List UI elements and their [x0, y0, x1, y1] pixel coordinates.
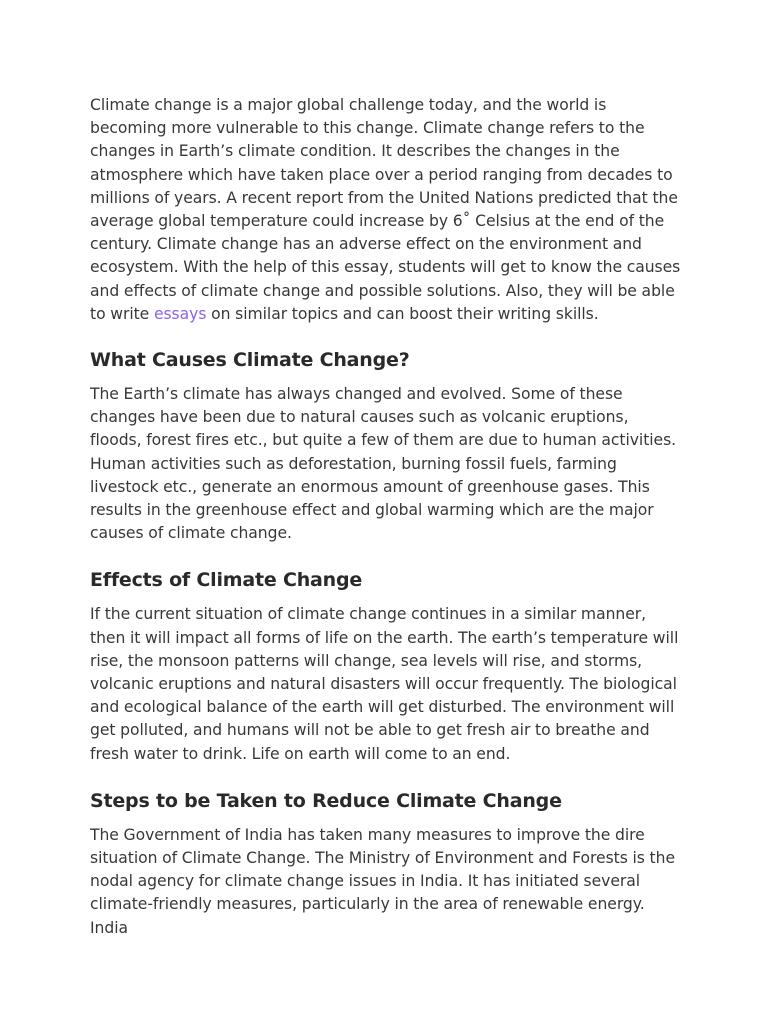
steps-paragraph: The Government of India has taken many measures to improve the dire situation of Climate Change. The Ministry of Environment and Forests is the nodal agency for climate change issues in India. It has initiated several climate-friendly measures, particularly in the area of renewable energy. India [90, 825, 675, 937]
intro-paragraph [90, 94, 682, 326]
intro-text-before-link: Climate change is a major global challenge today, and the world is becoming more vulnerable to this change. Climate change refers to the changes in Earth’s climate condition. It describes the changes in the atmosphere which have taken place over a period ranging from decades to millions of years. A recent report from the United Nations predicted that the average global temperature could increase by 6˚ Celsius at the end of the century. Climate change has an adverse effect on the environment and ecosystem. With the help of this essay, students will get to know the causes and effects of climate change and possible solutions. Also, they will be able to write [90, 96, 681, 323]
essays-link[interactable]: essays [153, 304, 207, 323]
causes-paragraph: The Earth’s climate has always changed and evolved. Some of these changes have been due to natural causes such as volcanic eruptions, floods, forest fires etc., but quite a few of them are due to human activities. Human activities such as deforestation, burning fossil fuels, farming livestock etc., generate an enormous amount of greenhouse gases. This results in the greenhouse effect and global warming which are the major causes of climate change. [90, 385, 677, 543]
article [90, 94, 682, 940]
causes-heading: What Causes Climate Change? [90, 349, 410, 372]
steps-heading: Steps to be Taken to Reduce Climate Change [90, 789, 562, 812]
intro-text-after-link: on similar topics and can boost their writing skills. [206, 304, 599, 323]
effects-heading: Effects of Climate Change [90, 569, 363, 592]
effects-paragraph: If the current situation of climate change continues in a similar manner, then it will impact all forms of life on the earth. The earth’s temperature will rise, the monsoon patterns will change, sea levels will rise, and storms, volcanic eruptions and natural disasters will occur frequently. The biological and ecological balance of the earth will get disturbed. The environment will get polluted, and humans will not be able to get fresh air to breathe and fresh water to drink. Life on earth will come to an end. [90, 605, 679, 763]
